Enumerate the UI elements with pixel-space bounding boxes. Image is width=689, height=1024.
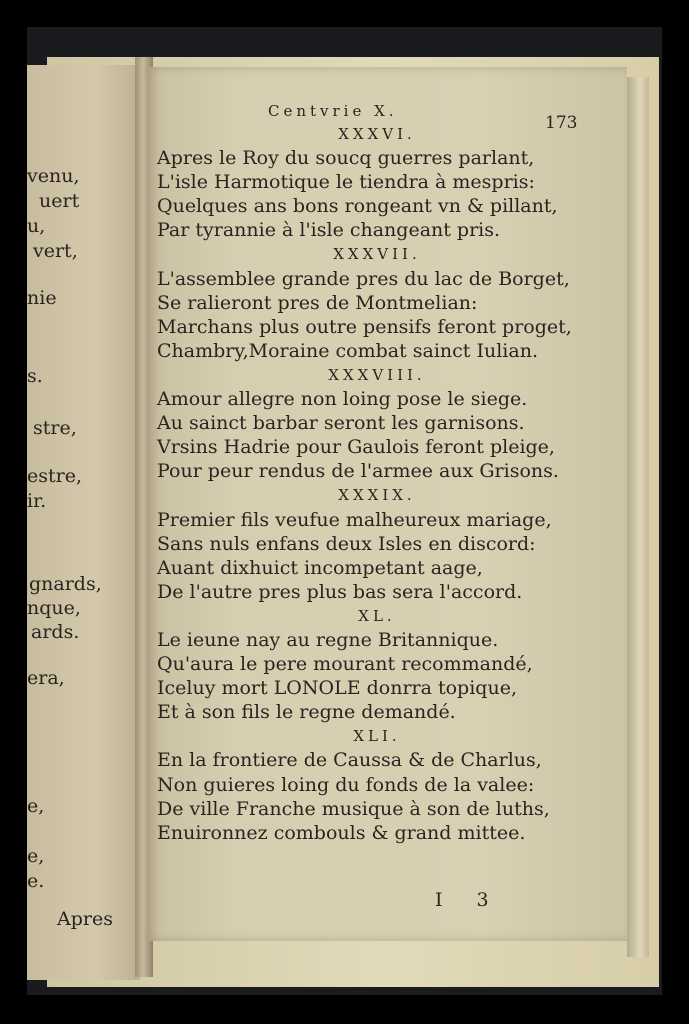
- verse-line: De ville Franche musique à son de luths,: [157, 797, 550, 820]
- verse-line: Sans nuls enfans deux Isles en discord:: [157, 532, 536, 555]
- book-scan: [27, 27, 662, 995]
- verse-line: Non guieres loing du fonds de la valee:: [157, 773, 535, 796]
- quatrain-number: XXXVIII.: [328, 365, 426, 384]
- verse-line: Et à son fils le regne demandé.: [157, 701, 456, 724]
- page-number: 173: [545, 113, 578, 133]
- quatrain: [157, 604, 597, 724]
- verse-line: L'assemblee grande pres du lac de Borget,: [157, 267, 570, 290]
- quatrain-number: XXXVI.: [338, 125, 416, 143]
- left-page-text: nque,: [27, 597, 81, 619]
- quatrain: [157, 122, 597, 242]
- verse-line: Chambry,Moraine combat sainct Iulian.: [157, 339, 538, 362]
- left-page: [27, 65, 140, 980]
- quatrain: [157, 483, 597, 603]
- signature-mark: I 3: [435, 889, 503, 911]
- left-page-text: ards.: [31, 621, 80, 643]
- left-page-text: stre,: [33, 417, 77, 439]
- verse-line: Par tyrannie à l'isle changeant pris.: [157, 219, 501, 242]
- verse-line: Apres le Roy du soucq guerres parlant,: [157, 147, 535, 170]
- verse-line: Auant dixhuict incompetant aage,: [157, 556, 483, 579]
- catchword: Apres: [57, 908, 113, 930]
- quatrain: [157, 242, 597, 362]
- left-page-text: ir.: [27, 490, 47, 512]
- running-title: Centvrie X.: [268, 102, 398, 120]
- quatrain-number: XXXIX.: [338, 486, 416, 505]
- verse-line: Amour allegre non loing pose le siege.: [157, 388, 528, 411]
- left-page-text: e,: [27, 795, 45, 817]
- verse-line: Quelques ans bons rongeant vn & pillant,: [157, 195, 558, 218]
- verse-line: Vrsins Hadrie pour Gaulois feront pleige,: [157, 436, 555, 459]
- quatrains-block: [157, 122, 597, 845]
- left-page-text: estre,: [27, 465, 82, 487]
- verse-line: L'isle Harmotique le tiendra à mespris:: [157, 171, 535, 194]
- quatrain: [157, 724, 597, 844]
- verse-line: Iceluy mort LONOLE donrra topique,: [157, 677, 517, 700]
- quatrain-number: XLI.: [353, 727, 401, 746]
- left-page-text: u,: [27, 215, 46, 237]
- left-page-text: e,: [27, 845, 45, 867]
- quatrain-number: XXXVII.: [333, 245, 421, 264]
- left-page-text: e.: [27, 870, 45, 892]
- page-edges: [627, 77, 649, 957]
- verse-line: Au sainct barbar seront les garnisons.: [157, 412, 525, 435]
- left-page-text: uert: [39, 190, 80, 212]
- quatrain-number: XL.: [358, 606, 396, 625]
- verse-line: Qu'aura le pere mourant recommandé,: [157, 653, 533, 676]
- verse-line: En la frontiere de Caussa & de Charlus,: [157, 749, 542, 772]
- quatrain: [157, 363, 597, 483]
- verse-line: Marchans plus outre pensifs feront proget,: [157, 315, 572, 338]
- left-page-text: s.: [27, 365, 43, 387]
- left-page-text: vert,: [33, 240, 78, 262]
- left-page-text: era,: [27, 667, 65, 689]
- left-page-text: nie: [27, 287, 57, 309]
- verse-line: Pour peur rendus de l'armee aux Grisons.: [157, 460, 559, 483]
- verse-line: Le ieune nay au regne Britannique.: [157, 628, 499, 651]
- left-page-text: gnards,: [29, 573, 102, 595]
- verse-line: Se ralieront pres de Montmelian:: [157, 291, 478, 314]
- verse-line: De l'autre pres plus bas sera l'accord.: [157, 580, 523, 603]
- verse-line: Premier fils veufue malheureux mariage,: [157, 508, 552, 531]
- left-page-text: venu,: [27, 165, 80, 187]
- verse-line: Enuironnez combouls & grand mittee.: [157, 821, 526, 844]
